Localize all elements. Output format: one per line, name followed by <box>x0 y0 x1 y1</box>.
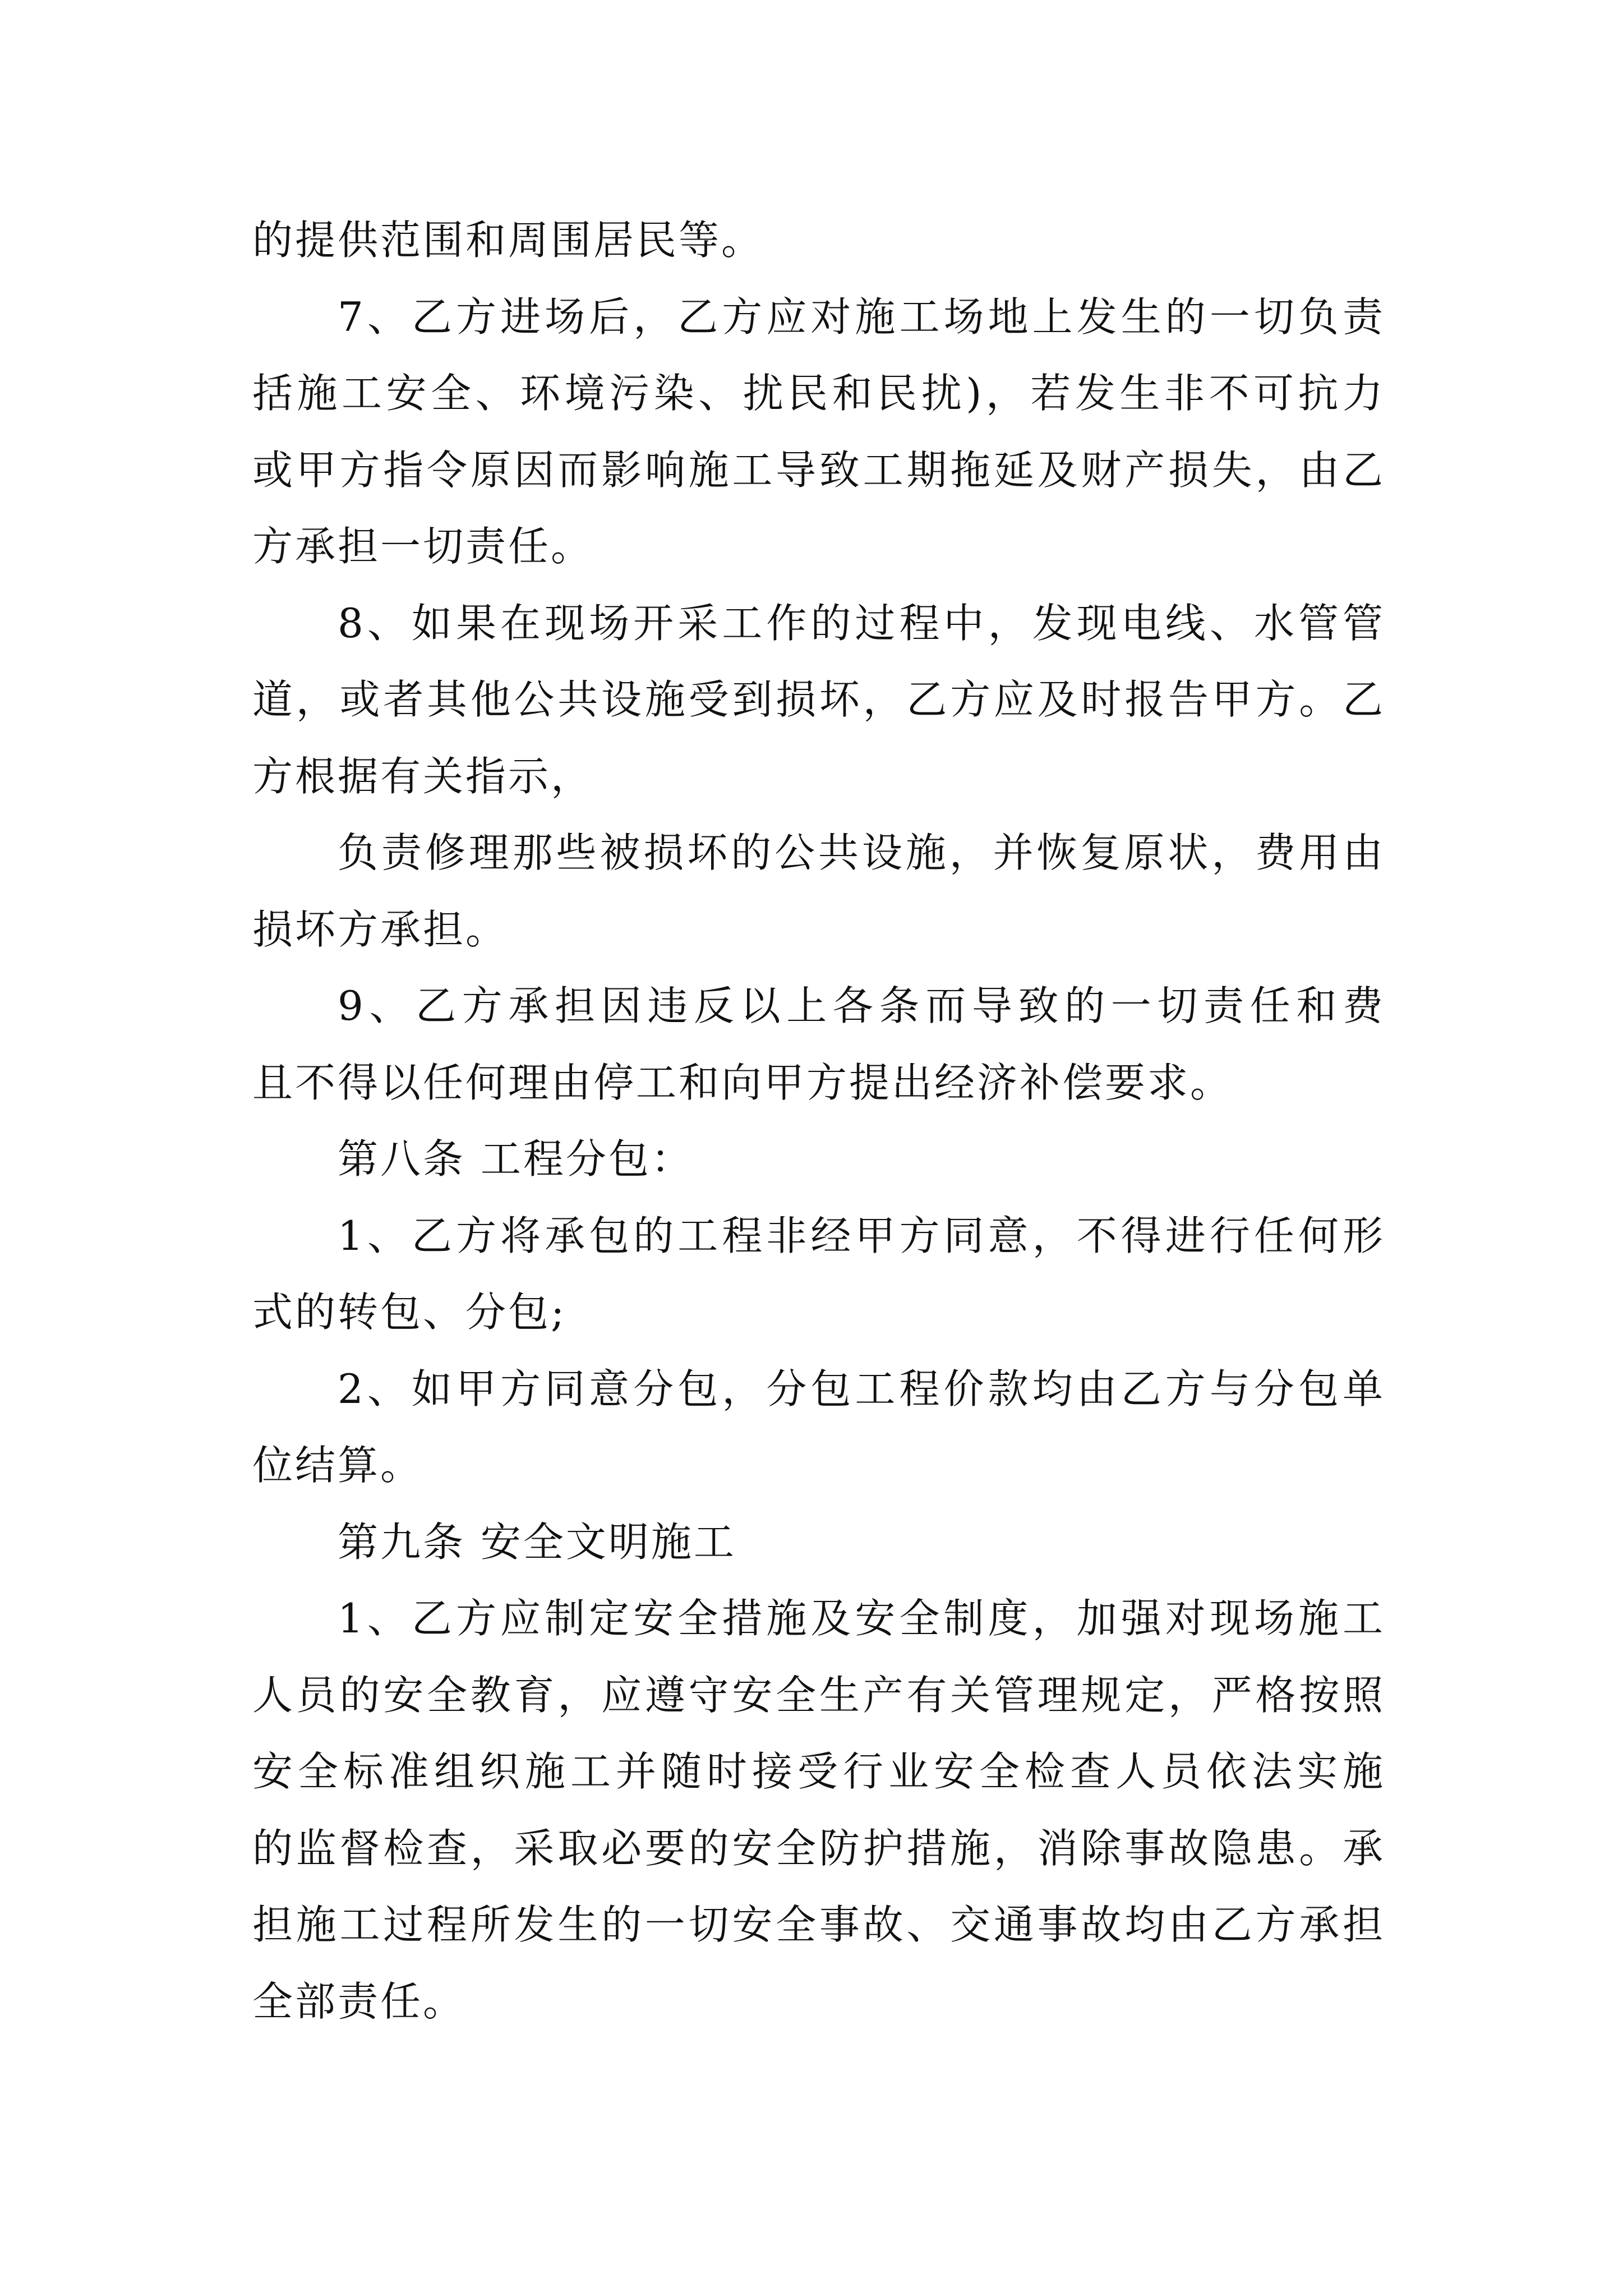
paragraph-line: 且不得以任何理由停工和向甲方提出经济补偿要求。 <box>252 1059 1233 1106</box>
section-heading: 第八条 工程分包： <box>338 1135 694 1182</box>
paragraph-line: 1、乙方应制定安全措施及安全制度，加强对现场施工 <box>338 1595 1385 1642</box>
paragraph-line: 的监督检查，采取必要的安全防护措施，消除事故隐患。承 <box>252 1824 1385 1872</box>
paragraph-line: 8、如果在现场开采工作的过程中，发现电线、水管管 <box>338 599 1385 647</box>
paragraph-line: 方承担一切责任。 <box>252 523 594 570</box>
paragraph-line: 或甲方指令原因而影响施工导致工期拖延及财产损失，由乙 <box>252 446 1385 494</box>
paragraph-line: 2、如甲方同意分包，分包工程价款均由乙方与分包单 <box>338 1365 1385 1412</box>
paragraph-line: 括施工安全、环境污染、扰民和民扰)，若发生非不可抗力 <box>252 370 1385 417</box>
paragraph-line: 位结算。 <box>252 1442 423 1489</box>
paragraph-line: 担施工过程所发生的一切安全事故、交通事故均由乙方承担 <box>252 1901 1385 1948</box>
paragraph-line: 全部责任。 <box>252 1977 466 2025</box>
paragraph-line: 损坏方承担。 <box>252 905 509 953</box>
paragraph-line: 9、乙方承担因违反以上各条而导致的一切责任和费 <box>338 982 1385 1029</box>
paragraph-line: 人员的安全教育，应遵守安全生产有关管理规定，严格按照 <box>252 1671 1385 1719</box>
paragraph-line: 方根据有关指示， <box>252 752 594 800</box>
paragraph-line: 负责修理那些被损坏的公共设施，并恢复原状，费用由 <box>338 829 1385 876</box>
paragraph-line: 1、乙方将承包的工程非经甲方同意，不得进行任何形 <box>338 1212 1385 1259</box>
paragraph-line: 式的转包、分包; <box>252 1289 567 1336</box>
paragraph-line: 安全标准组织施工并随时接受行业安全检查人员依法实施 <box>252 1748 1385 1795</box>
document-body <box>252 202 1385 2040</box>
section-heading: 第九条 安全文明施工 <box>338 1518 736 1566</box>
paragraph-line: 道，或者其他公共设施受到损坏，乙方应及时报告甲方。乙 <box>252 676 1385 723</box>
paragraph-line: 7、乙方进场后，乙方应对施工场地上发生的一切负责 <box>338 293 1385 341</box>
paragraph-line: 的提供范围和周围居民等。 <box>252 217 764 264</box>
